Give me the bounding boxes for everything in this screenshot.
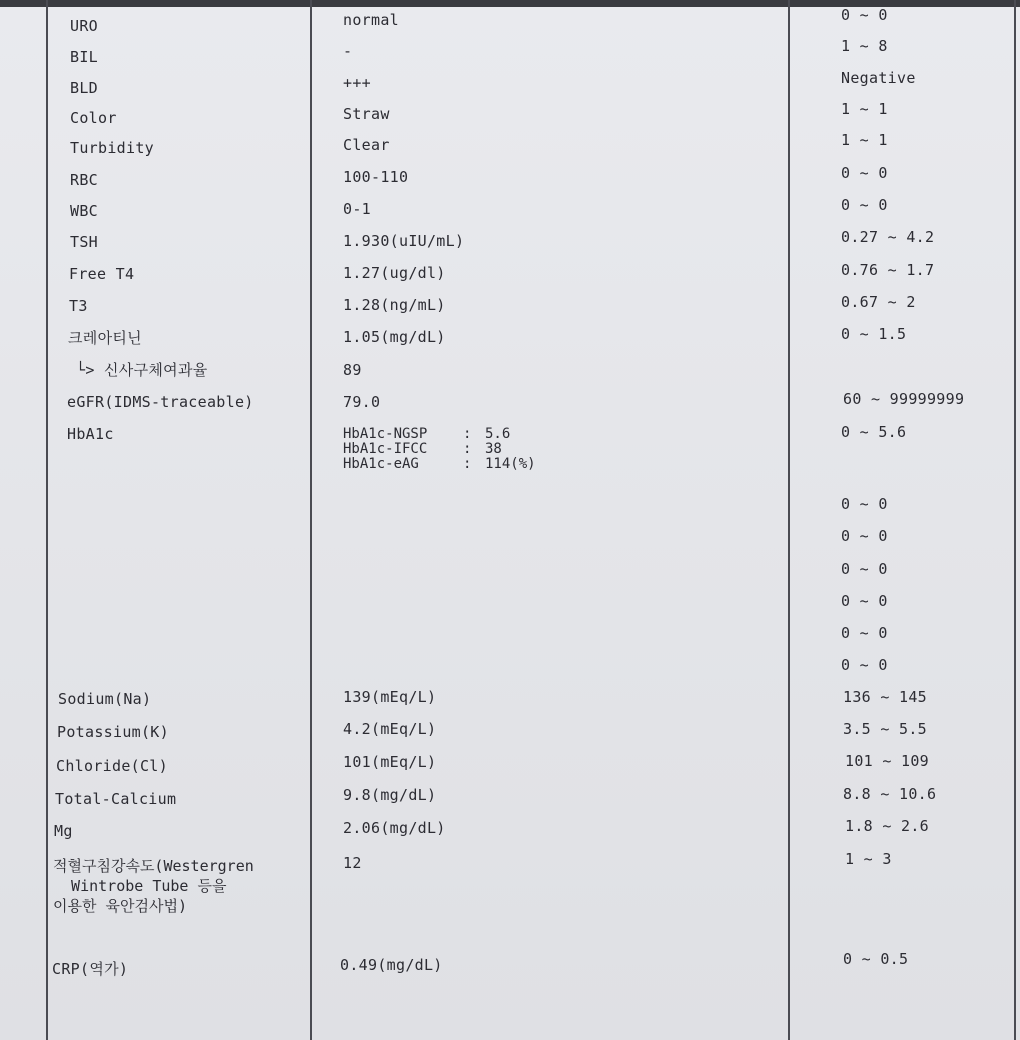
test-name: Turbidity (70, 139, 154, 157)
column-divider-name-result (310, 0, 312, 1040)
column-divider-result-reference (788, 0, 790, 1040)
reference-range: 0 ~ 0 (841, 495, 888, 513)
test-result: Clear (343, 136, 390, 154)
hba1c-label: HbA1c-IFCC (343, 441, 428, 457)
reference-range: 1 ~ 3 (845, 850, 892, 868)
reference-range: 3.5 ~ 5.5 (843, 720, 927, 738)
reference-range: 8.8 ~ 10.6 (843, 785, 937, 803)
hba1c-colon: : (463, 456, 472, 472)
test-name: Chloride(Cl) (56, 757, 168, 775)
test-result: 4.2(mEq/L) (343, 720, 437, 738)
reference-range: 60 ~ 99999999 (843, 390, 965, 408)
reference-range: 0 ~ 0.5 (843, 950, 909, 968)
hba1c-label: HbA1c-NGSP (343, 426, 428, 442)
reference-range: 0 ~ 1.5 (841, 325, 907, 343)
test-name: Sodium(Na) (58, 690, 152, 708)
test-result: 1.27(ug/dl) (343, 264, 446, 282)
reference-range: 0 ~ 0 (841, 527, 888, 545)
hba1c-colon: : (463, 426, 472, 442)
column-divider-right (1014, 0, 1016, 1040)
test-result: 9.8(mg/dL) (343, 786, 437, 804)
reference-range: 0 ~ 0 (841, 164, 888, 182)
reference-range: 0.67 ~ 2 (841, 293, 916, 311)
hba1c-row (343, 442, 536, 457)
reference-range: 0 ~ 5.6 (841, 423, 907, 441)
test-result: normal (343, 11, 399, 29)
test-name: BIL (70, 48, 98, 66)
column-divider-left (46, 0, 48, 1040)
test-result: - (343, 42, 353, 60)
test-result: 0.49(mg/dL) (340, 956, 443, 974)
test-name: BLD (70, 79, 98, 97)
test-result: Straw (343, 105, 390, 123)
reference-range: 0 ~ 0 (841, 656, 888, 674)
test-result: 139(mEq/L) (343, 688, 437, 706)
hba1c-value: 114(%) (485, 456, 536, 472)
hba1c-row (343, 457, 536, 472)
esr-name-line: 적혈구침강속도(Westergren (53, 857, 254, 875)
hba1c-colon: : (463, 441, 472, 457)
reference-range: 0 ~ 0 (841, 624, 888, 642)
reference-range: 1 ~ 1 (841, 131, 888, 149)
esr-name-line: Wintrobe Tube 등을 (53, 877, 227, 895)
test-name-sub: └> 신사구체여과율 (76, 361, 208, 379)
test-result: 89 (343, 361, 362, 379)
reference-range: 0 ~ 0 (841, 196, 888, 214)
test-result: 100-110 (343, 168, 409, 186)
hba1c-value: 5.6 (485, 426, 511, 442)
reference-range: 0 ~ 0 (841, 592, 888, 610)
test-name: RBC (70, 171, 98, 189)
test-result: +++ (343, 74, 371, 92)
reference-range: 1 ~ 1 (841, 100, 888, 118)
test-result: 1.05(mg/dL) (343, 328, 446, 346)
test-name: CRP(역가) (52, 960, 129, 978)
reference-range: 1 ~ 8 (841, 37, 888, 55)
esr-name-line: 이용한 육안검사법) (53, 897, 187, 915)
test-name: Free T4 (69, 265, 135, 283)
reference-range: 0 ~ 0 (841, 560, 888, 578)
esr-test-name (53, 856, 254, 916)
reference-range: 101 ~ 109 (845, 752, 929, 770)
reference-range: 1.8 ~ 2.6 (845, 817, 929, 835)
test-result: 1.930(uIU/mL) (343, 232, 465, 250)
test-name: Color (70, 109, 117, 127)
reference-range: 0.27 ~ 4.2 (841, 228, 935, 246)
hba1c-row (343, 427, 536, 442)
reference-range: 136 ~ 145 (843, 688, 927, 706)
test-result: 2.06(mg/dL) (343, 819, 446, 837)
test-name: Mg (54, 822, 73, 840)
test-name: T3 (69, 297, 88, 315)
hba1c-label: HbA1c-eAG (343, 456, 419, 472)
test-result: 12 (343, 854, 362, 872)
test-name: TSH (70, 233, 98, 251)
hba1c-value: 38 (485, 441, 502, 457)
reference-range: 0.76 ~ 1.7 (841, 261, 935, 279)
test-result: 1.28(ng/mL) (343, 296, 446, 314)
reference-range: Negative (841, 69, 916, 87)
test-result: 0-1 (343, 200, 371, 218)
test-name: URO (70, 17, 98, 35)
test-name: eGFR(IDMS-traceable) (67, 393, 254, 411)
test-name: Potassium(K) (57, 723, 169, 741)
test-result: 101(mEq/L) (343, 753, 437, 771)
hba1c-results (343, 427, 536, 472)
reference-range: 0 ~ 0 (841, 6, 888, 24)
test-name: 크레아티닌 (68, 329, 142, 347)
test-name: HbA1c (67, 425, 114, 443)
test-name: Total-Calcium (55, 790, 177, 808)
test-name: WBC (70, 202, 98, 220)
test-result: 79.0 (343, 393, 381, 411)
